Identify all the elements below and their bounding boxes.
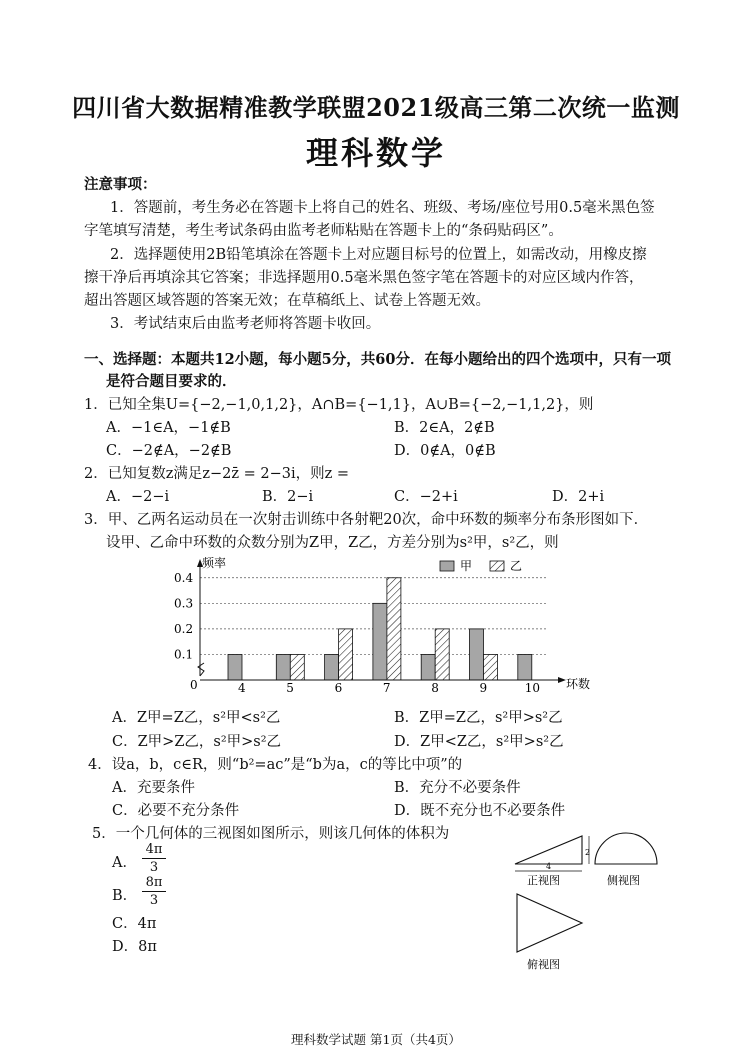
y-tick-label-0.2: 0.2 [174, 621, 194, 636]
y-axis-label: 频率 [202, 556, 227, 570]
bar-jia-6 [325, 654, 339, 680]
subject-title: 理科数学 [305, 134, 446, 172]
bar-jia-5 [276, 654, 290, 680]
q1-option-d: D．0∉A，0∉B [394, 443, 496, 459]
three-view-figure [505, 826, 670, 976]
bar-jia-8 [421, 654, 435, 680]
bar-yi-9 [484, 654, 498, 680]
notice-heading: 注意事项： [84, 176, 157, 193]
notice-line-2c: 超出答题区域答题的答案无效；在草稿纸上、试卷上答题无效。 [84, 293, 490, 309]
top-view-label: 俯视图 [527, 958, 560, 971]
exam-title: 四川省大数据精准教学联盟2021级高三第二次统一监测 [72, 93, 680, 122]
notice-line-1a: 1．答题前，考生务必在答题卡上将自己的姓名、班级、考场/座位号用0.5毫米黑色签 [110, 200, 655, 216]
x-axis-arrow [558, 677, 566, 683]
side-view-semicircle [595, 833, 657, 864]
q1-stem: 1．已知全集U={−2,−1,0,1,2}，A∩B={−1,1}，A∪B={−2,−1,1,2}，则 [84, 397, 594, 413]
q2-option-c: C．−2+i [394, 489, 458, 505]
x-tick-label-9: 9 [479, 681, 488, 695]
notice-line-3: 3．考试结束后由监考老师将答题卡收回。 [110, 316, 381, 332]
q2-option-d: D．2+i [552, 489, 605, 505]
q5-option-c: C．4π [112, 916, 157, 932]
bar-jia-9 [470, 629, 484, 680]
x-axis-label: 环数 [566, 677, 590, 691]
bar-yi-5 [290, 654, 304, 680]
notice-line-2a: 2．选择题使用2B铅笔填涂在答题卡上对应题目标号的位置上，如需改动，用橡皮擦 [110, 247, 647, 263]
q5-option-a-numerator: 4π [142, 842, 166, 859]
q3-option-b: B．Z甲=Z乙，s²甲>s²乙 [394, 710, 563, 726]
q4-stem: 4．设a，b，c∈R，则“b²=ac”是“b为a，c的等比中项”的 [88, 757, 463, 773]
q5-option-b-fraction [142, 875, 166, 908]
q1-option-a: A．−1∈A，−1∉B [106, 420, 231, 436]
x-tick-label-8: 8 [431, 681, 439, 695]
y-tick-label-0.3: 0.3 [174, 596, 194, 611]
section-heading-line-1: 一、选择题：本题共12小题，每小题5分，共60分．在每小题给出的四个选项中，只有一项 [84, 351, 671, 368]
bar-yi-8 [435, 629, 449, 680]
x-tick-label-6: 6 [334, 681, 343, 695]
x-tick-label-7: 7 [382, 681, 391, 695]
side-view-label: 侧视图 [607, 874, 640, 887]
q5-option-b-numerator: 8π [142, 875, 166, 892]
q2-option-b: B．2−i [262, 489, 314, 505]
q5-option-a-denominator: 3 [149, 860, 159, 875]
q1-option-c: C．−2∉A，−2∉B [106, 443, 232, 459]
q2-option-a: A．−2−i [106, 489, 170, 505]
x-tick-label-5: 5 [286, 681, 294, 695]
q2-stem: 2．已知复数z满足z−2z̄ = 2−3i，则z = [84, 466, 350, 482]
notice-line-2b: 擦干净后再填涂其它答案；非选择题用0.5毫米黑色签字笔在答题卡的对应区域内作答， [84, 270, 644, 286]
height-dimension-label: 2 [585, 848, 591, 857]
x-tick-label-10: 10 [524, 681, 541, 695]
bar-yi-7 [387, 578, 401, 680]
q5-option-b-denominator: 3 [149, 893, 159, 908]
q5-option-b-label: B． [112, 888, 138, 904]
q5-option-d: D．8π [112, 939, 157, 955]
legend-label-jia: 甲 [460, 559, 473, 573]
origin-label: 0 [190, 678, 198, 692]
q3-option-a: A．Z甲=Z乙，s²甲<s²乙 [112, 710, 281, 726]
bar-yi-6 [339, 629, 353, 680]
section-heading-line-2: 是符合题目要求的． [106, 373, 237, 390]
q4-option-c: C．必要不充分条件 [112, 803, 240, 819]
q4-option-d: D．既不充分也不必要条件 [394, 803, 566, 819]
q3-stem-line-1: 3．甲、乙两名运动员在一次射击训练中各射靶20次，命中环数的频率分布条形图如下． [84, 512, 649, 528]
page-footer: 理科数学试题 第1页（共4页） [291, 1032, 461, 1047]
y-tick-label-0.1: 0.1 [174, 647, 194, 662]
top-view-triangle [517, 894, 582, 952]
front-view-triangle [515, 836, 582, 864]
q3-stem-line-2: 设甲、乙命中环数的众数分别为Z甲，Z乙，方差分别为s²甲，s²乙，则 [106, 535, 559, 551]
frequency-bar-chart [150, 555, 590, 700]
legend-swatch-jia [440, 561, 454, 571]
q3-option-d: D．Z甲<Z乙，s²甲>s²乙 [394, 734, 564, 750]
notice-line-1b: 字笔填写清楚，考生考试条码由监考老师粘贴在答题卡上的“条码贴码区”。 [84, 223, 563, 239]
y-tick-label-0.4: 0.4 [174, 570, 194, 585]
q4-option-a: A．充要条件 [112, 780, 195, 796]
axis-break [198, 663, 204, 676]
front-view-label: 正视图 [527, 874, 560, 887]
legend-label-yi: 乙 [510, 559, 523, 573]
q5-option-a-fraction [142, 842, 166, 875]
q1-option-b: B．2∈A，2∉B [394, 420, 495, 436]
legend-swatch-yi [490, 561, 504, 571]
bar-jia-7 [373, 603, 387, 680]
q3-option-c: C．Z甲>Z乙，s²甲>s²乙 [112, 734, 282, 750]
q4-option-b: B．充分不必要条件 [394, 780, 521, 796]
q5-stem: 5．一个几何体的三视图如图所示，则该几何体的体积为 [92, 826, 450, 842]
x-tick-label-4: 4 [238, 681, 246, 695]
bar-jia-10 [518, 654, 532, 680]
width-dimension-label: 4 [546, 862, 552, 871]
bar-jia-4 [228, 654, 242, 680]
q5-option-a-label: A． [112, 855, 137, 871]
